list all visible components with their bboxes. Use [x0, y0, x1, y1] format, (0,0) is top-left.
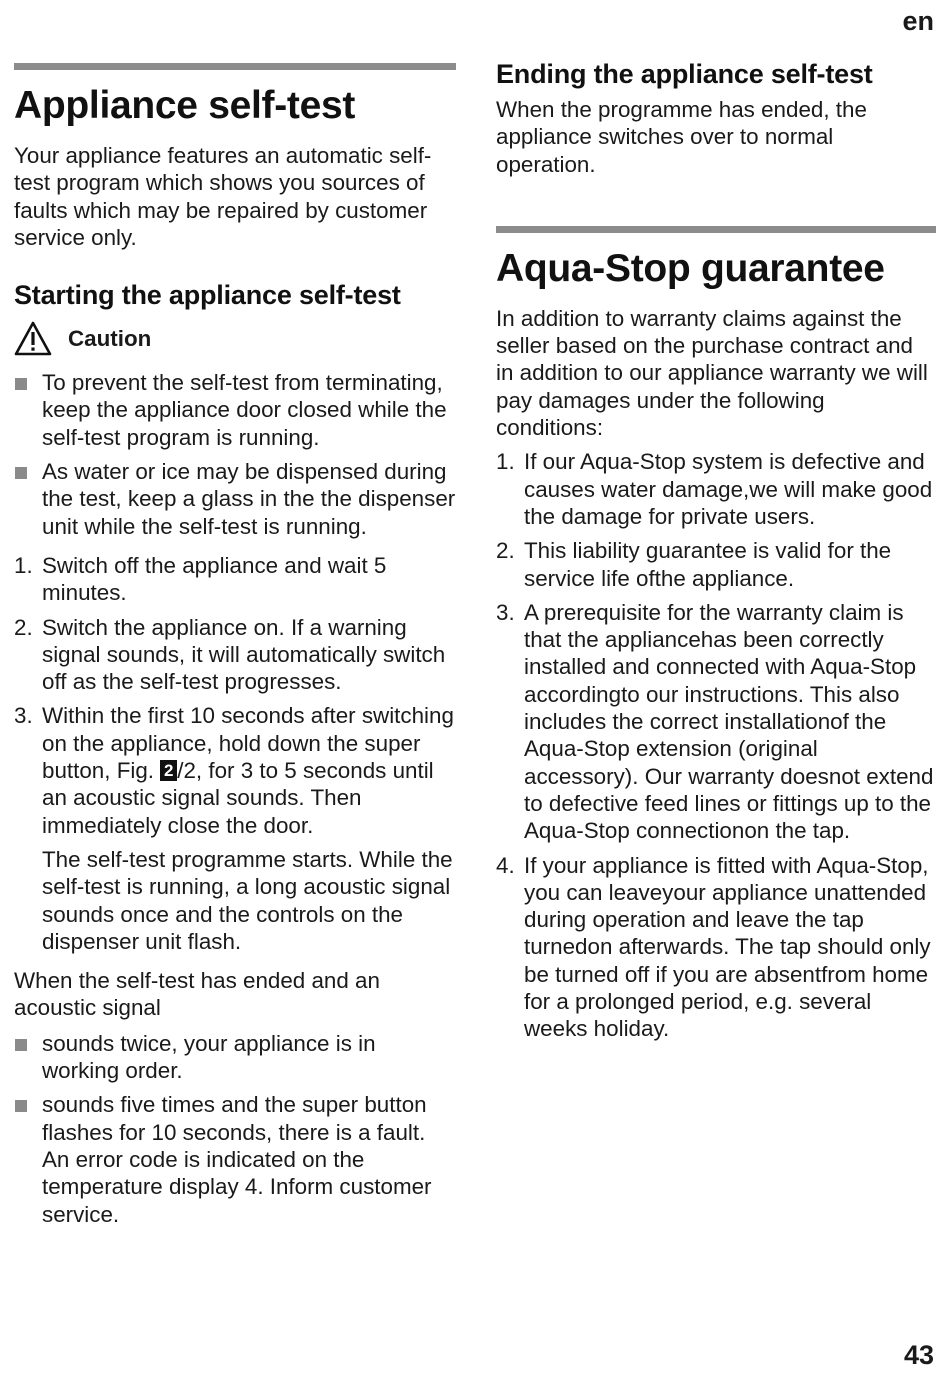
steps-list — [14, 552, 456, 955]
condition-item — [496, 448, 936, 530]
condition-number: 2. — [496, 538, 515, 564]
section-rule — [14, 63, 456, 70]
self-test-intro: Your appliance features an automatic self-test program which shows you sources of faults which may be repaired by customer service only. — [14, 143, 432, 250]
ending-text: When the programme has ended, the appliance switches over to normal operation. — [496, 97, 867, 177]
condition-item — [496, 852, 936, 1043]
starting-heading: Starting the appliance self-test — [14, 280, 401, 311]
ending-heading: Ending the appliance self-test — [496, 59, 873, 89]
list-item: To prevent the self-test from terminating, keep the appliance door closed while the self-test program is running. — [14, 369, 456, 451]
list-item: sounds five times and the super button flashes for 10 seconds, there is a fault. An error code is indicated on the temperature display 4. Inform customer service. — [14, 1091, 456, 1227]
step-text: Switch the appliance on. If a warning signal sounds, it will automatically switch off as the self-test progresses. — [42, 614, 446, 695]
condition-text: A prerequisite for the warranty claim is that the appliancehas been correctly installed and connected with Aqua-Stop accordingto our instructions. This also includes the correct installationof the Aqua-Stop extension (original accessory). Our warranty doesnot extend to defective feed lines or fittings up to the Aqua-Stop connectionon the tap. — [524, 599, 934, 844]
section-title-aqua-stop: Aqua-Stop guarantee — [496, 246, 885, 290]
warning-triangle-icon — [14, 321, 52, 357]
step-number: 2. — [14, 614, 33, 640]
condition-text: If our Aqua-Stop system is defective and causes water damage,we will make good the damage for private users. — [524, 449, 933, 529]
step-item — [14, 614, 456, 696]
step-number: 3. — [14, 703, 33, 729]
section-rule — [496, 226, 936, 233]
condition-text: This liability guarantee is valid for the service life ofthe appliance. — [524, 538, 892, 591]
ended-list — [14, 1030, 456, 1228]
condition-number: 1. — [496, 449, 515, 475]
condition-number: 4. — [496, 852, 515, 878]
step-result-text: The self-test programme starts. While the self-test is running, a long acoustic signal sounds once and the controls on the dispenser unit flash. — [42, 846, 453, 954]
caution-label: Caution — [68, 326, 152, 352]
list-item: As water or ice may be dispensed during the test, keep a glass in the the dispenser unit while the self-test is running. — [14, 458, 456, 540]
right-column — [496, 0, 936, 1050]
step-item — [14, 552, 456, 607]
page-number: 43 — [903, 1340, 934, 1370]
step-text-after: /2, for 3 to 5 seconds until an acoustic signal sounds. Then immediately close the door. — [42, 758, 434, 838]
list-item: sounds twice, your appliance is in working order. — [14, 1030, 456, 1085]
aqua-conditions-list — [496, 448, 936, 1042]
figure-reference-badge: 2 — [160, 760, 177, 781]
language-code: en — [902, 6, 934, 36]
left-column — [14, 0, 456, 1235]
caution-box — [14, 321, 456, 357]
caution-list — [14, 369, 456, 540]
aqua-intro: In addition to warranty claims against the seller based on the purchase contract and in addition to our appliance warranty we will pay damages under the following conditions: — [496, 305, 928, 441]
condition-number: 3. — [496, 599, 515, 625]
step-text — [42, 703, 454, 837]
step-item — [14, 702, 456, 955]
step-text-before: Within the first 10 seconds after switching on the appliance, hold down the super button, Fig. — [42, 703, 454, 784]
condition-text: If your appliance is fitted with Aqua-Stop, you can leaveyour appliance unattended during operation and leave the tap turnedon afterwards. The tap should only be turned off if you are absentfrom home for a prolonged period, e.g. several weeks holiday. — [524, 852, 931, 1042]
ended-intro: When the self-test has ended and an acoustic signal — [14, 968, 380, 1021]
step-number: 1. — [14, 552, 33, 578]
condition-item — [496, 537, 936, 592]
step-text: Switch off the appliance and wait 5 minutes. — [42, 552, 387, 606]
condition-item — [496, 599, 936, 845]
section-title-self-test: Appliance self-test — [14, 84, 356, 127]
